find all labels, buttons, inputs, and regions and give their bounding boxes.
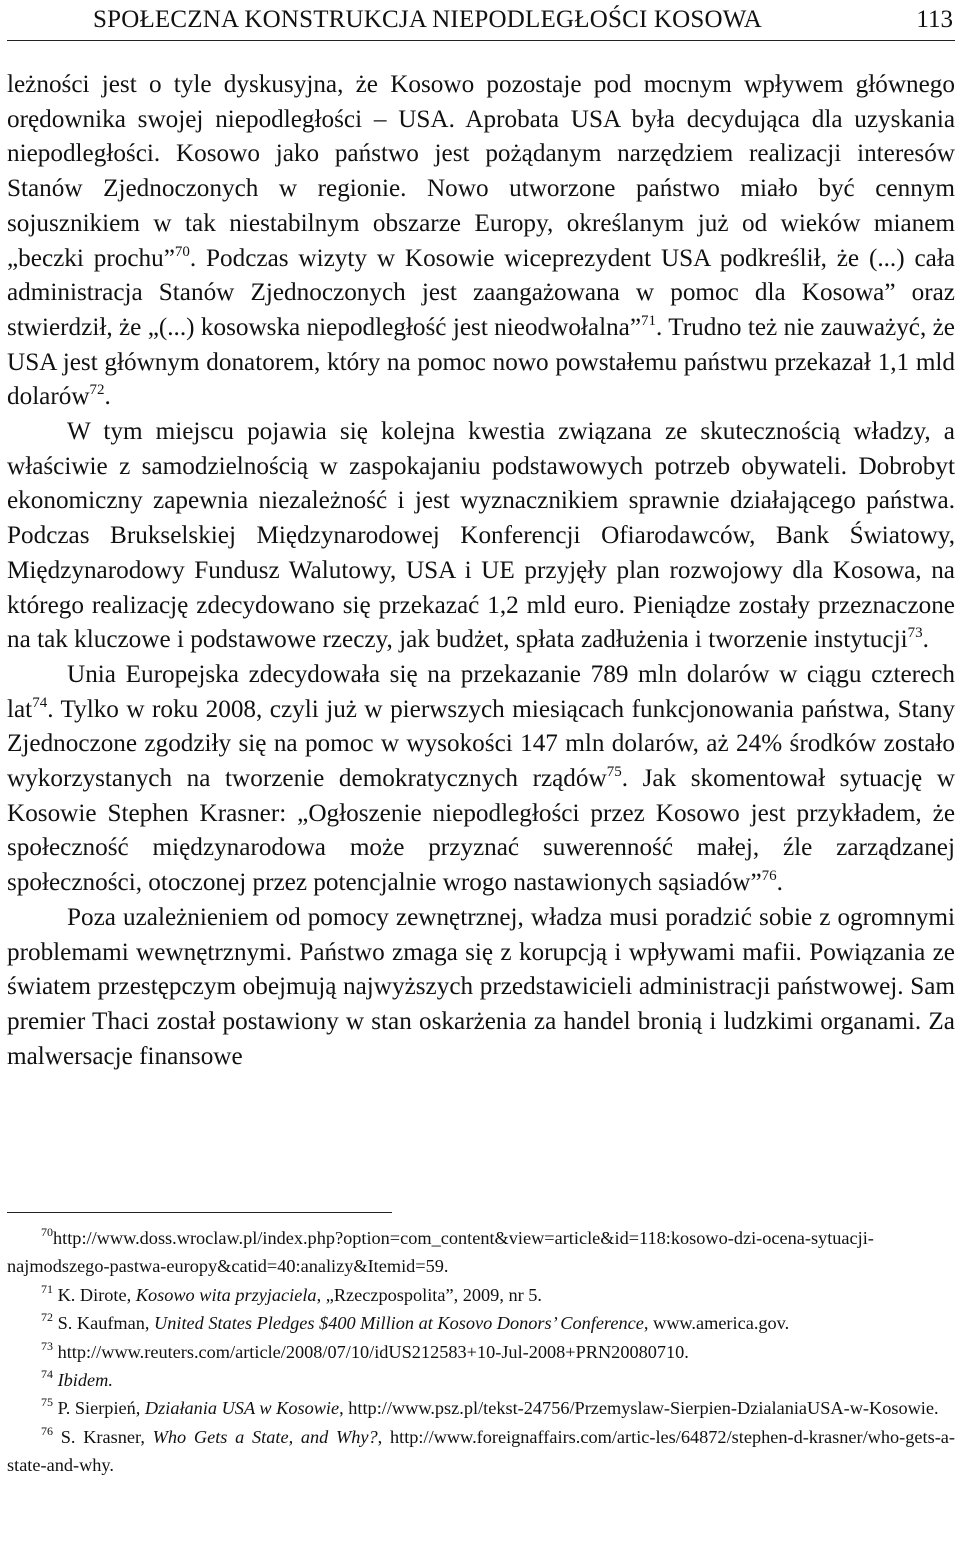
text-run: . bbox=[104, 383, 111, 411]
footnote-link[interactable]: http://www.doss.wroclaw.pl/index.php?option=com_content&view=article&id=118:kosowo-dzi-ocena-sytuacji-najmodszego-pastwa-europy&catid=40:analizy&Itemid=59. bbox=[7, 1228, 874, 1277]
page-number: 113 bbox=[916, 6, 953, 33]
footnote-text: S. Kaufman, bbox=[53, 1313, 155, 1334]
main-text bbox=[7, 68, 955, 1074]
footnote-number: 74 bbox=[41, 1367, 53, 1382]
footnote-separator bbox=[7, 1212, 392, 1213]
footnote-text: , http://www.psz.pl/tekst-24756/Przemyslaw-Sierpien-DzialaniaUSA-w-Kosowie. bbox=[339, 1398, 939, 1419]
footnote-number: 76 bbox=[41, 1423, 53, 1438]
footnotes bbox=[7, 1224, 955, 1480]
footnote-number: 70 bbox=[41, 1225, 53, 1239]
paragraph-4: Poza uzależnieniem od pomocy zewnętrznej, władza musi poradzić sobie z ogromnymi problemami wewnętrznymi. Państwo zmaga się z korupcją i wpływami mafii. Powiązania ze światem przestępczym obejmują najwyższych przedstawicieli administracji państwowej. Sam premier Thaci został postawiony w stan oskarżenia za handel bronią i ludzkimi organami. Za malwersacje finansowe bbox=[7, 903, 955, 1070]
footnote-number: 72 bbox=[41, 1310, 53, 1325]
footnote-75 bbox=[7, 1394, 955, 1422]
text-run: . bbox=[922, 626, 929, 654]
text-run: . Tylko w roku 2008, czyli już w pierwszych miesiącach funkcjonowania państwa, Stany Zjednoczone zgodziły się na pomoc w wysokości 147 mln dolarów, aż 24% środków zostało wykorzystanych na tworzenie demokratycznych rządów bbox=[7, 695, 955, 793]
footnote-text: , http://www.foreignaffairs.com/artic-les/64872/stephen-d-krasner/who-gets-a-state-and-why. bbox=[7, 1426, 955, 1476]
paragraph-2 bbox=[7, 415, 955, 658]
footnote-title: Ibidem. bbox=[53, 1370, 113, 1391]
paragraph-1 bbox=[7, 68, 955, 415]
footnote-number: 71 bbox=[41, 1281, 53, 1296]
running-header bbox=[7, 2, 955, 41]
footnote-title: Kosowo wita przyjaciela bbox=[135, 1284, 317, 1305]
text-run: . Jak skomentował sytuację w Kosowie Stephen Krasner: „Ogłoszenie niepodległości przez Kosowo jest przykładem, że społeczność międzynarodowa może przyznać suwerenność małej, źle zarządzanej społeczności, otoczonej przez potencjalnie wrogo nastawionych sąsiadów” bbox=[7, 765, 955, 897]
footnote-text: K. Dirote, bbox=[53, 1284, 136, 1305]
footnote-ref-72: 72 bbox=[89, 382, 105, 399]
footnote-ref-76: 76 bbox=[761, 868, 777, 885]
footnote-title: Who Gets a State, and Why? bbox=[152, 1426, 378, 1447]
footnote-ref-73: 73 bbox=[907, 625, 923, 642]
text-run: leżności jest o tyle dyskusyjna, że Kosowo pozostaje pod mocnym wpływem głównego orędownika swojej niepodległości ‒ USA. Aprobata USA była decydująca dla uzyskania niepodległości. Kosowo jako państwo jest pożądanym narzędziem realizacji interesów Stanów Zjednoczonych w regionie. Nowo utworzone państwo miało być cennym sojusznikiem w tak niestabilnym obszarze Europy, określanym już od wieków mianem „beczki prochu” bbox=[7, 71, 955, 272]
text-run: W tym miejscu pojawia się kolejna kwestia związana ze skutecznością władzy, a właściwie z samodzielnością w zaspokajaniu podstawowych potrzeb obywateli. Dobrobyt ekonomiczny zapewnia niezależność i jest wyznacznikiem sprawnie działającego państwa. Podczas Brukselskiej Międzynarodowej Konferencji Ofiarodawców, Bank Światowy, Międzynarodowy Fundusz Walutowy, USA i UE przyjęły plan rozwojowy dla Kosowa, na którego realizację zdecydowano się przekazać 1,2 mld euro. Pieniądze zostały przeznaczone na tak kluczowe i podstawowe rzeczy, jak budżet, spłata zadłużenia i tworzenie instytucji bbox=[7, 418, 955, 654]
text-run: . Podczas wizyty w Kosowie wiceprezydent USA podkreślił, że (...) cała administracja Stanów Zjednoczonych jest zaangażowana w pomoc dla Kosowa” oraz stwierdził, że „(...) kosowska niepodległość jest nieodwołalna” bbox=[7, 244, 955, 341]
footnote-ref-75: 75 bbox=[606, 764, 622, 781]
paragraph-3 bbox=[7, 658, 955, 901]
footnote-ref-71: 71 bbox=[641, 312, 657, 329]
footnote-76 bbox=[7, 1423, 955, 1480]
footnote-number: 75 bbox=[41, 1395, 53, 1410]
footnote-73 bbox=[7, 1338, 955, 1366]
running-title: SPOŁECZNA KONSTRUKCJA NIEPODLEGŁOŚCI KOSOWA bbox=[93, 6, 763, 33]
footnote-text: , „Rzeczpospolita”, 2009, nr 5. bbox=[316, 1284, 542, 1305]
footnote-title: Działania USA w Kosowie bbox=[144, 1398, 340, 1419]
footnote-72 bbox=[7, 1309, 955, 1337]
footnote-71 bbox=[7, 1281, 955, 1309]
footnote-link[interactable]: http://www.reuters.com/article/2008/07/10/idUS212583+10-Jul-2008+PRN20080710. bbox=[53, 1341, 689, 1362]
footnote-text: P. Sierpień, bbox=[53, 1398, 145, 1419]
text-run: . bbox=[776, 869, 783, 897]
footnote-74 bbox=[7, 1366, 955, 1394]
footnote-number: 73 bbox=[41, 1338, 53, 1353]
footnote-title: United States Pledges $400 Million at Kosovo Donors’ Conference bbox=[154, 1313, 644, 1334]
footnote-text: S. Krasner, bbox=[53, 1426, 153, 1447]
text-run: Unia Europejska zdecydowała się na przekazanie 789 mln dolarów w ciągu czterech lat bbox=[7, 660, 955, 723]
text-run: . Trudno też nie zauważyć, że USA jest głównym donatorem, który na pomoc nowo powstałemu państwu przekazał 1,1 mld dolarów bbox=[7, 313, 955, 411]
footnote-ref-70: 70 bbox=[174, 243, 190, 260]
footnote-70 bbox=[7, 1224, 955, 1281]
footnote-text: , www.america.gov. bbox=[643, 1313, 790, 1334]
footnote-ref-74: 74 bbox=[32, 694, 48, 711]
